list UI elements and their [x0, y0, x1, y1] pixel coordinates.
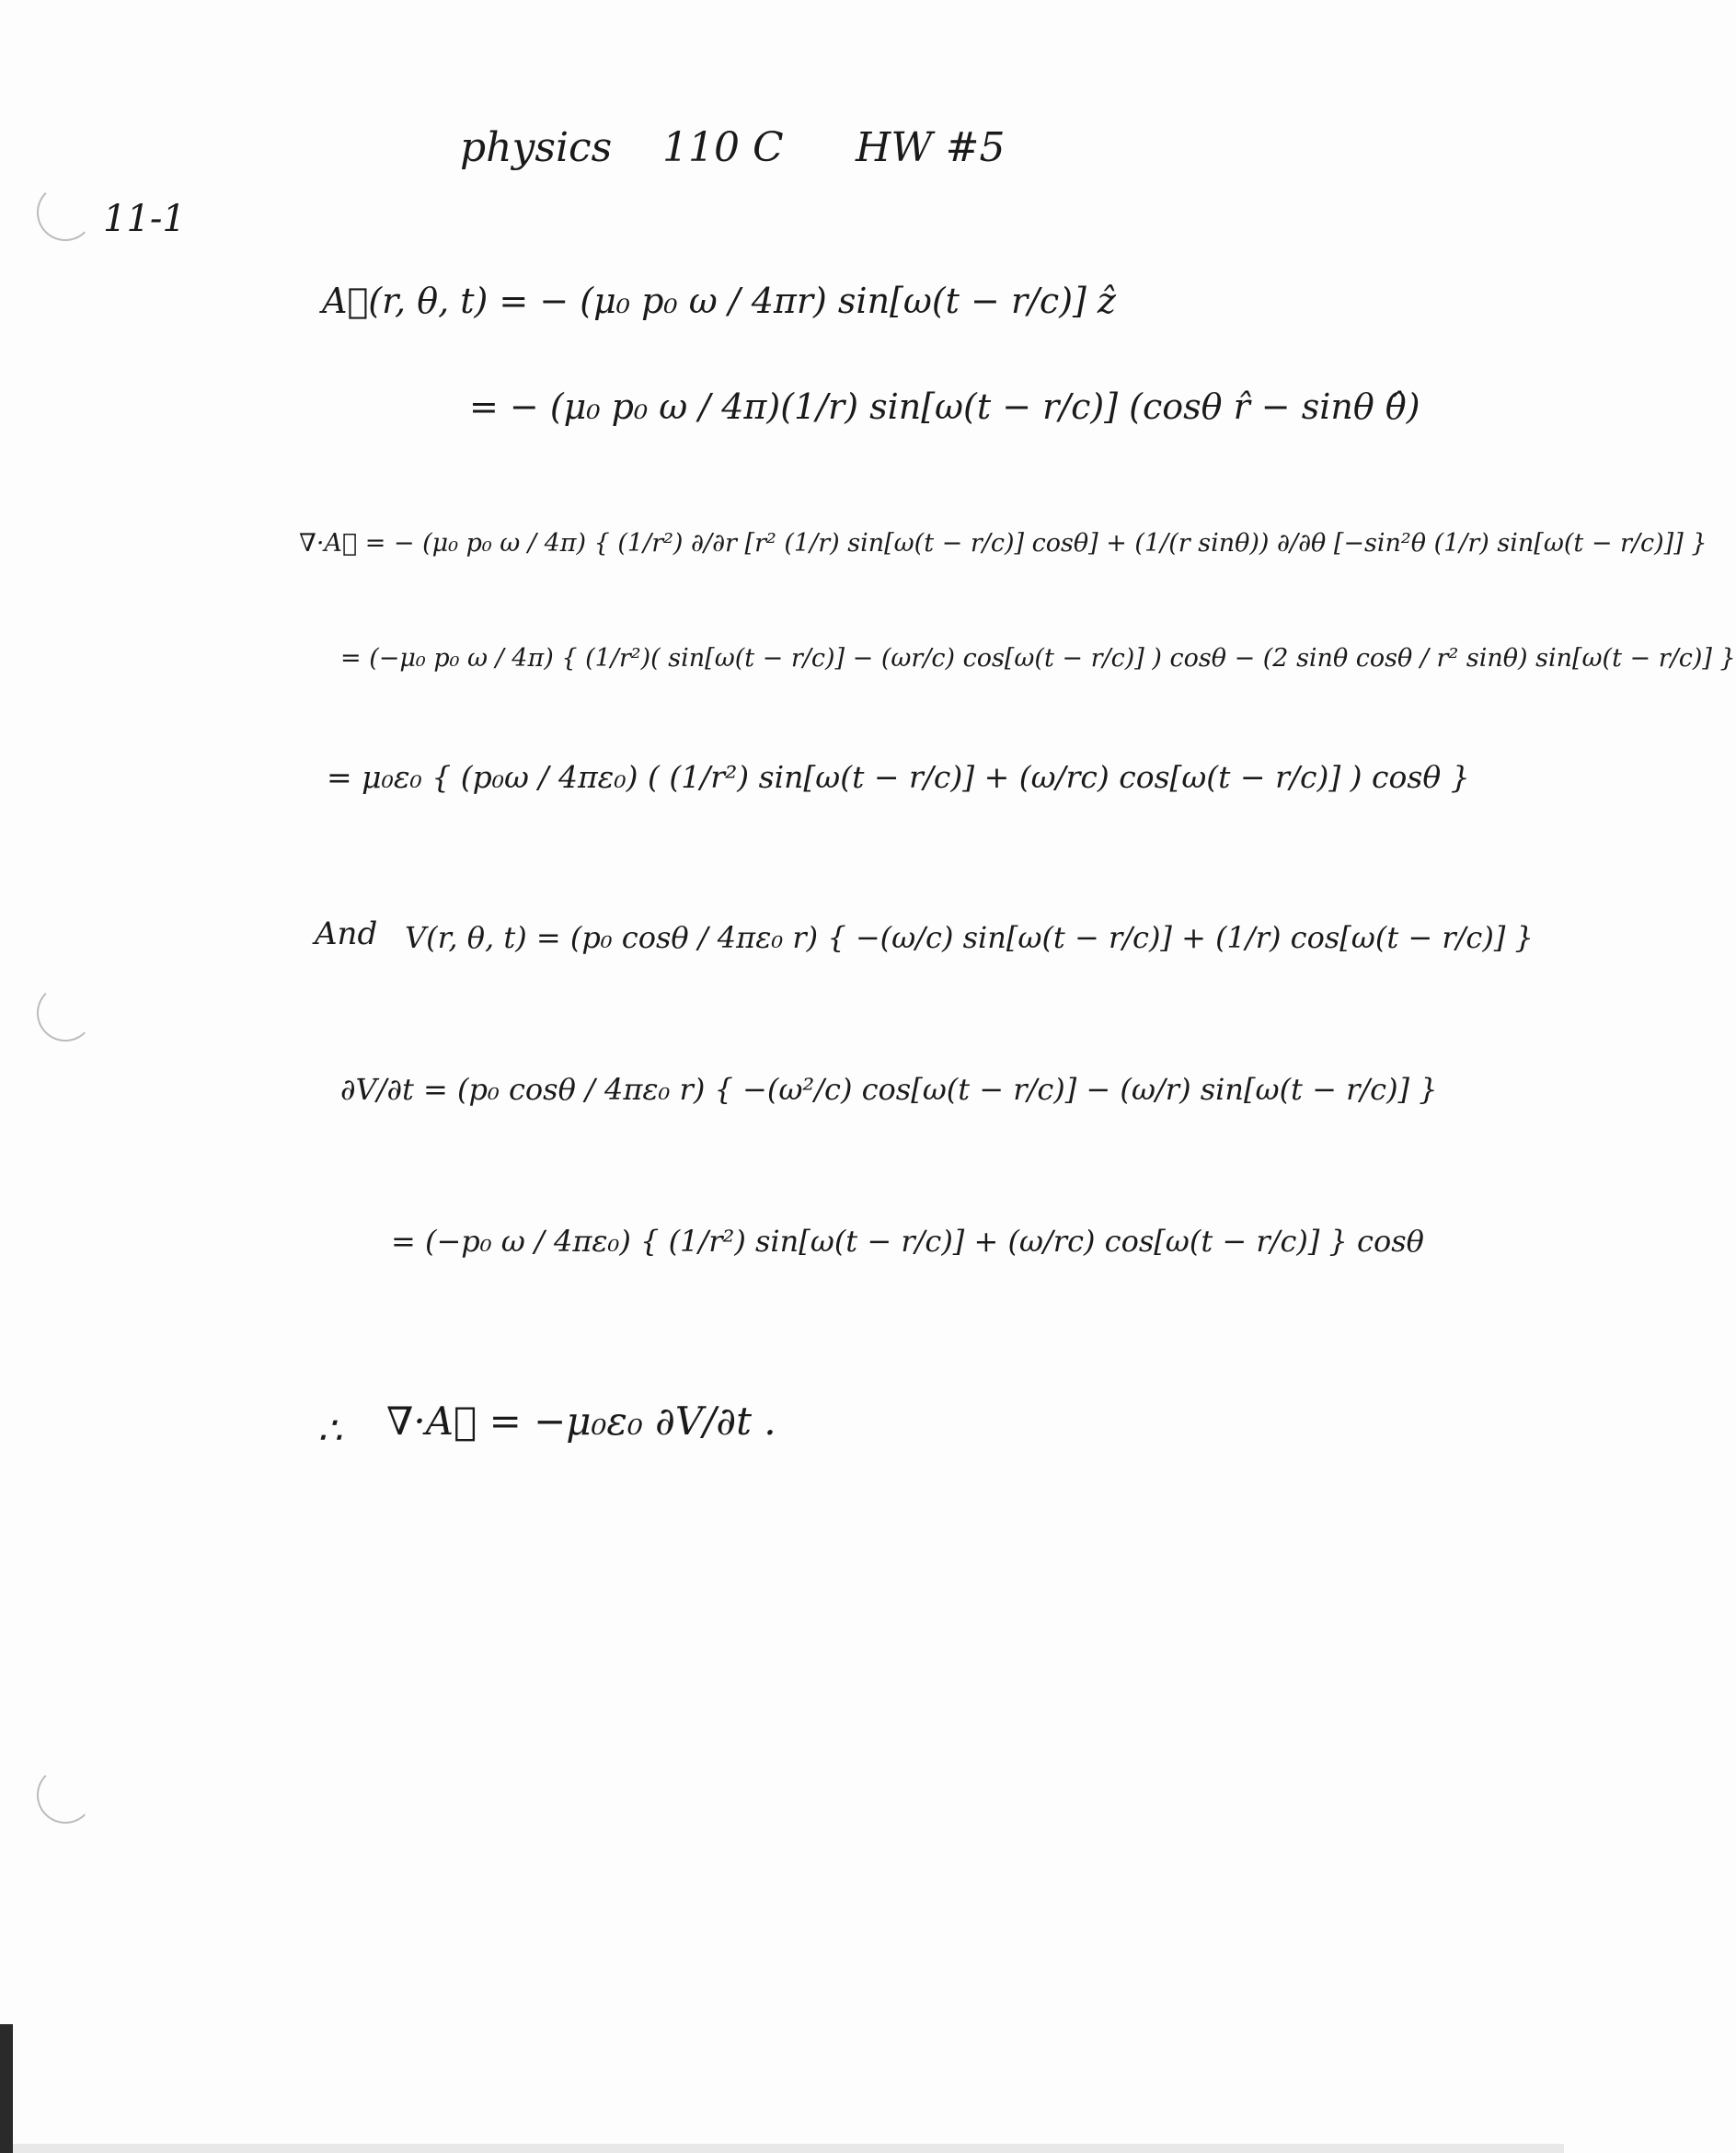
- equation-line: = μ₀ε₀ { (p₀ω / 4πε₀) ( (1/r²) sin[ω(t − r/c)] + (ω/rc) cos[ω(t − r/c)] ) cosθ }: [327, 759, 1470, 795]
- equation-line: = (−p₀ ω / 4πε₀) { (1/r²) sin[ω(t − r/c)] + (ω/rc) cos[ω(t − r/c)] } cosθ: [391, 1224, 1424, 1259]
- equation-line: = (−μ₀ p₀ ω / 4π) { (1/r²)( sin[ω(t − r/c)] − (ωr/c) cos[ω(t − r/c)] ) cosθ − (2 sinθ cosθ / r² sinθ) sin[ω(t − r/c)] }: [340, 644, 1736, 673]
- class-code: 110 C: [662, 124, 784, 171]
- equation-line: V(r, θ, t) = (p₀ cosθ / 4πε₀ r) { −(ω/c) sin[ω(t − r/c)] + (1/r) cos[ω(t − r/c)] }: [405, 920, 1534, 955]
- therefore-symbol: ∴: [317, 1408, 342, 1453]
- assignment-title: HW #5: [856, 124, 1006, 171]
- equation-line: ∇·A⃗ = − (μ₀ p₀ ω / 4π) { (1/r²) ∂/∂r [r² (1/r) sin[ω(t − r/c)] cosθ] + (1/(r sinθ)) ∂/∂θ [−sin²θ (1/r) sin[ω(t − r/c)]] }: [299, 529, 1707, 558]
- problem-number: 11-1: [103, 198, 186, 240]
- scan-edge: [0, 2024, 13, 2153]
- binder-hole: [37, 1767, 94, 1824]
- binder-hole: [37, 984, 94, 1042]
- and-label: And: [315, 915, 378, 952]
- equation-line: A⃗(r, θ, t) = − (μ₀ p₀ ω / 4πr) sin[ω(t − r/c)] ẑ: [322, 281, 1116, 321]
- scan-edge: [13, 2144, 1564, 2153]
- course-name: physics: [460, 124, 613, 171]
- binder-hole: [37, 184, 94, 241]
- conclusion-line: ∇·A⃗ = −μ₀ε₀ ∂V/∂t .: [386, 1399, 776, 1444]
- equation-line: = − (μ₀ p₀ ω / 4π)(1/r) sin[ω(t − r/c)] (cosθ r̂ − sinθ θ̂): [469, 386, 1420, 427]
- equation-line: ∂V/∂t = (p₀ cosθ / 4πε₀ r) { −(ω²/c) cos[ω(t − r/c)] − (ω/r) sin[ω(t − r/c)] }: [340, 1072, 1438, 1107]
